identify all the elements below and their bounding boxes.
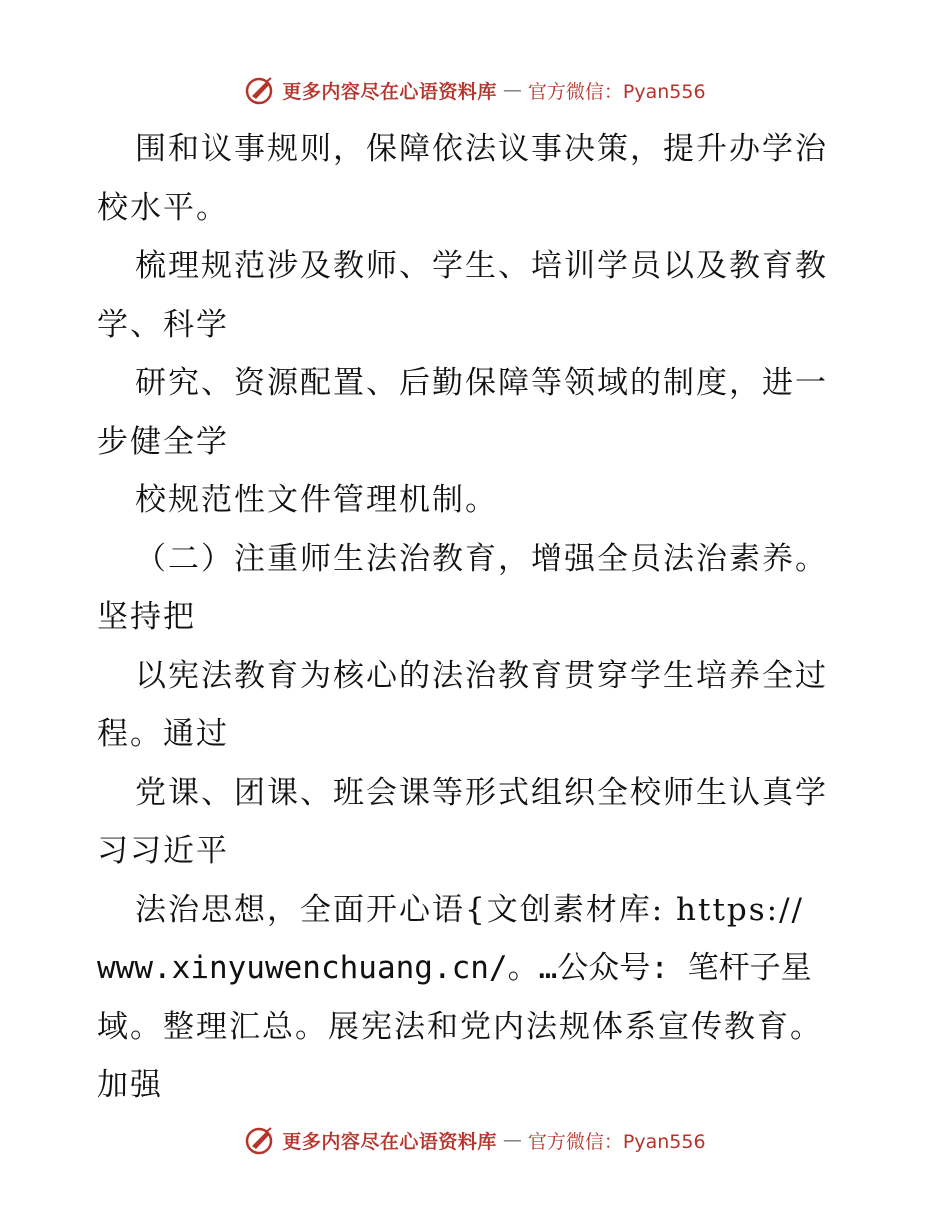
text-line: 域。整理汇总。展宪法和党内法规体系宣传教育。 [97, 1008, 823, 1045]
text-line: 步健全学 [97, 423, 229, 460]
header-banner [0, 70, 950, 110]
pen-logo-icon [244, 74, 276, 106]
text-line: 党课、团课、班会课等形式组织全校师生认真学 [135, 774, 828, 811]
text-line: 学、科学 [97, 306, 229, 343]
text-line: 加强 [97, 1067, 163, 1103]
text-line: 研究、资源配置、后勤保障等领域的制度，进一 [135, 365, 828, 401]
text-line: 以宪法教育为核心的法治教育贯穿学生培养全过 [135, 657, 828, 694]
text-line: www.xinyuwenchuang.cn/。…公众号: 笔杆子星 [97, 950, 812, 986]
banner-separator: — [502, 79, 522, 101]
banner-separator: — [502, 1129, 522, 1151]
text-line: 程。通过 [97, 716, 229, 752]
pen-logo-icon [244, 1124, 276, 1156]
text-line: 坚持把 [97, 599, 196, 635]
text-line: （二）注重师生法治教育，增强全员法治素养。 [135, 540, 828, 577]
document-body [97, 120, 857, 1115]
text-line: 围和议事规则，保障依法议事决策，提升办学治 [135, 131, 828, 167]
text-line: 梳理规范涉及教师、学生、培训学员以及教育教 [135, 248, 828, 284]
banner-title: 更多内容尽在心语资料库 [282, 80, 497, 103]
footer-banner [0, 1120, 950, 1160]
banner-title: 更多内容尽在心语资料库 [282, 1130, 497, 1153]
text-line: 法治思想，全面开心语{文创素材库: https:// [135, 891, 804, 928]
banner-wechat: 官方微信：Pyan556 [527, 80, 706, 103]
text-line: 习习近平 [97, 833, 229, 869]
text-line: 校水平。 [97, 189, 229, 226]
banner-wechat: 官方微信：Pyan556 [527, 1130, 706, 1153]
text-line: 校规范性文件管理机制。 [135, 482, 498, 518]
